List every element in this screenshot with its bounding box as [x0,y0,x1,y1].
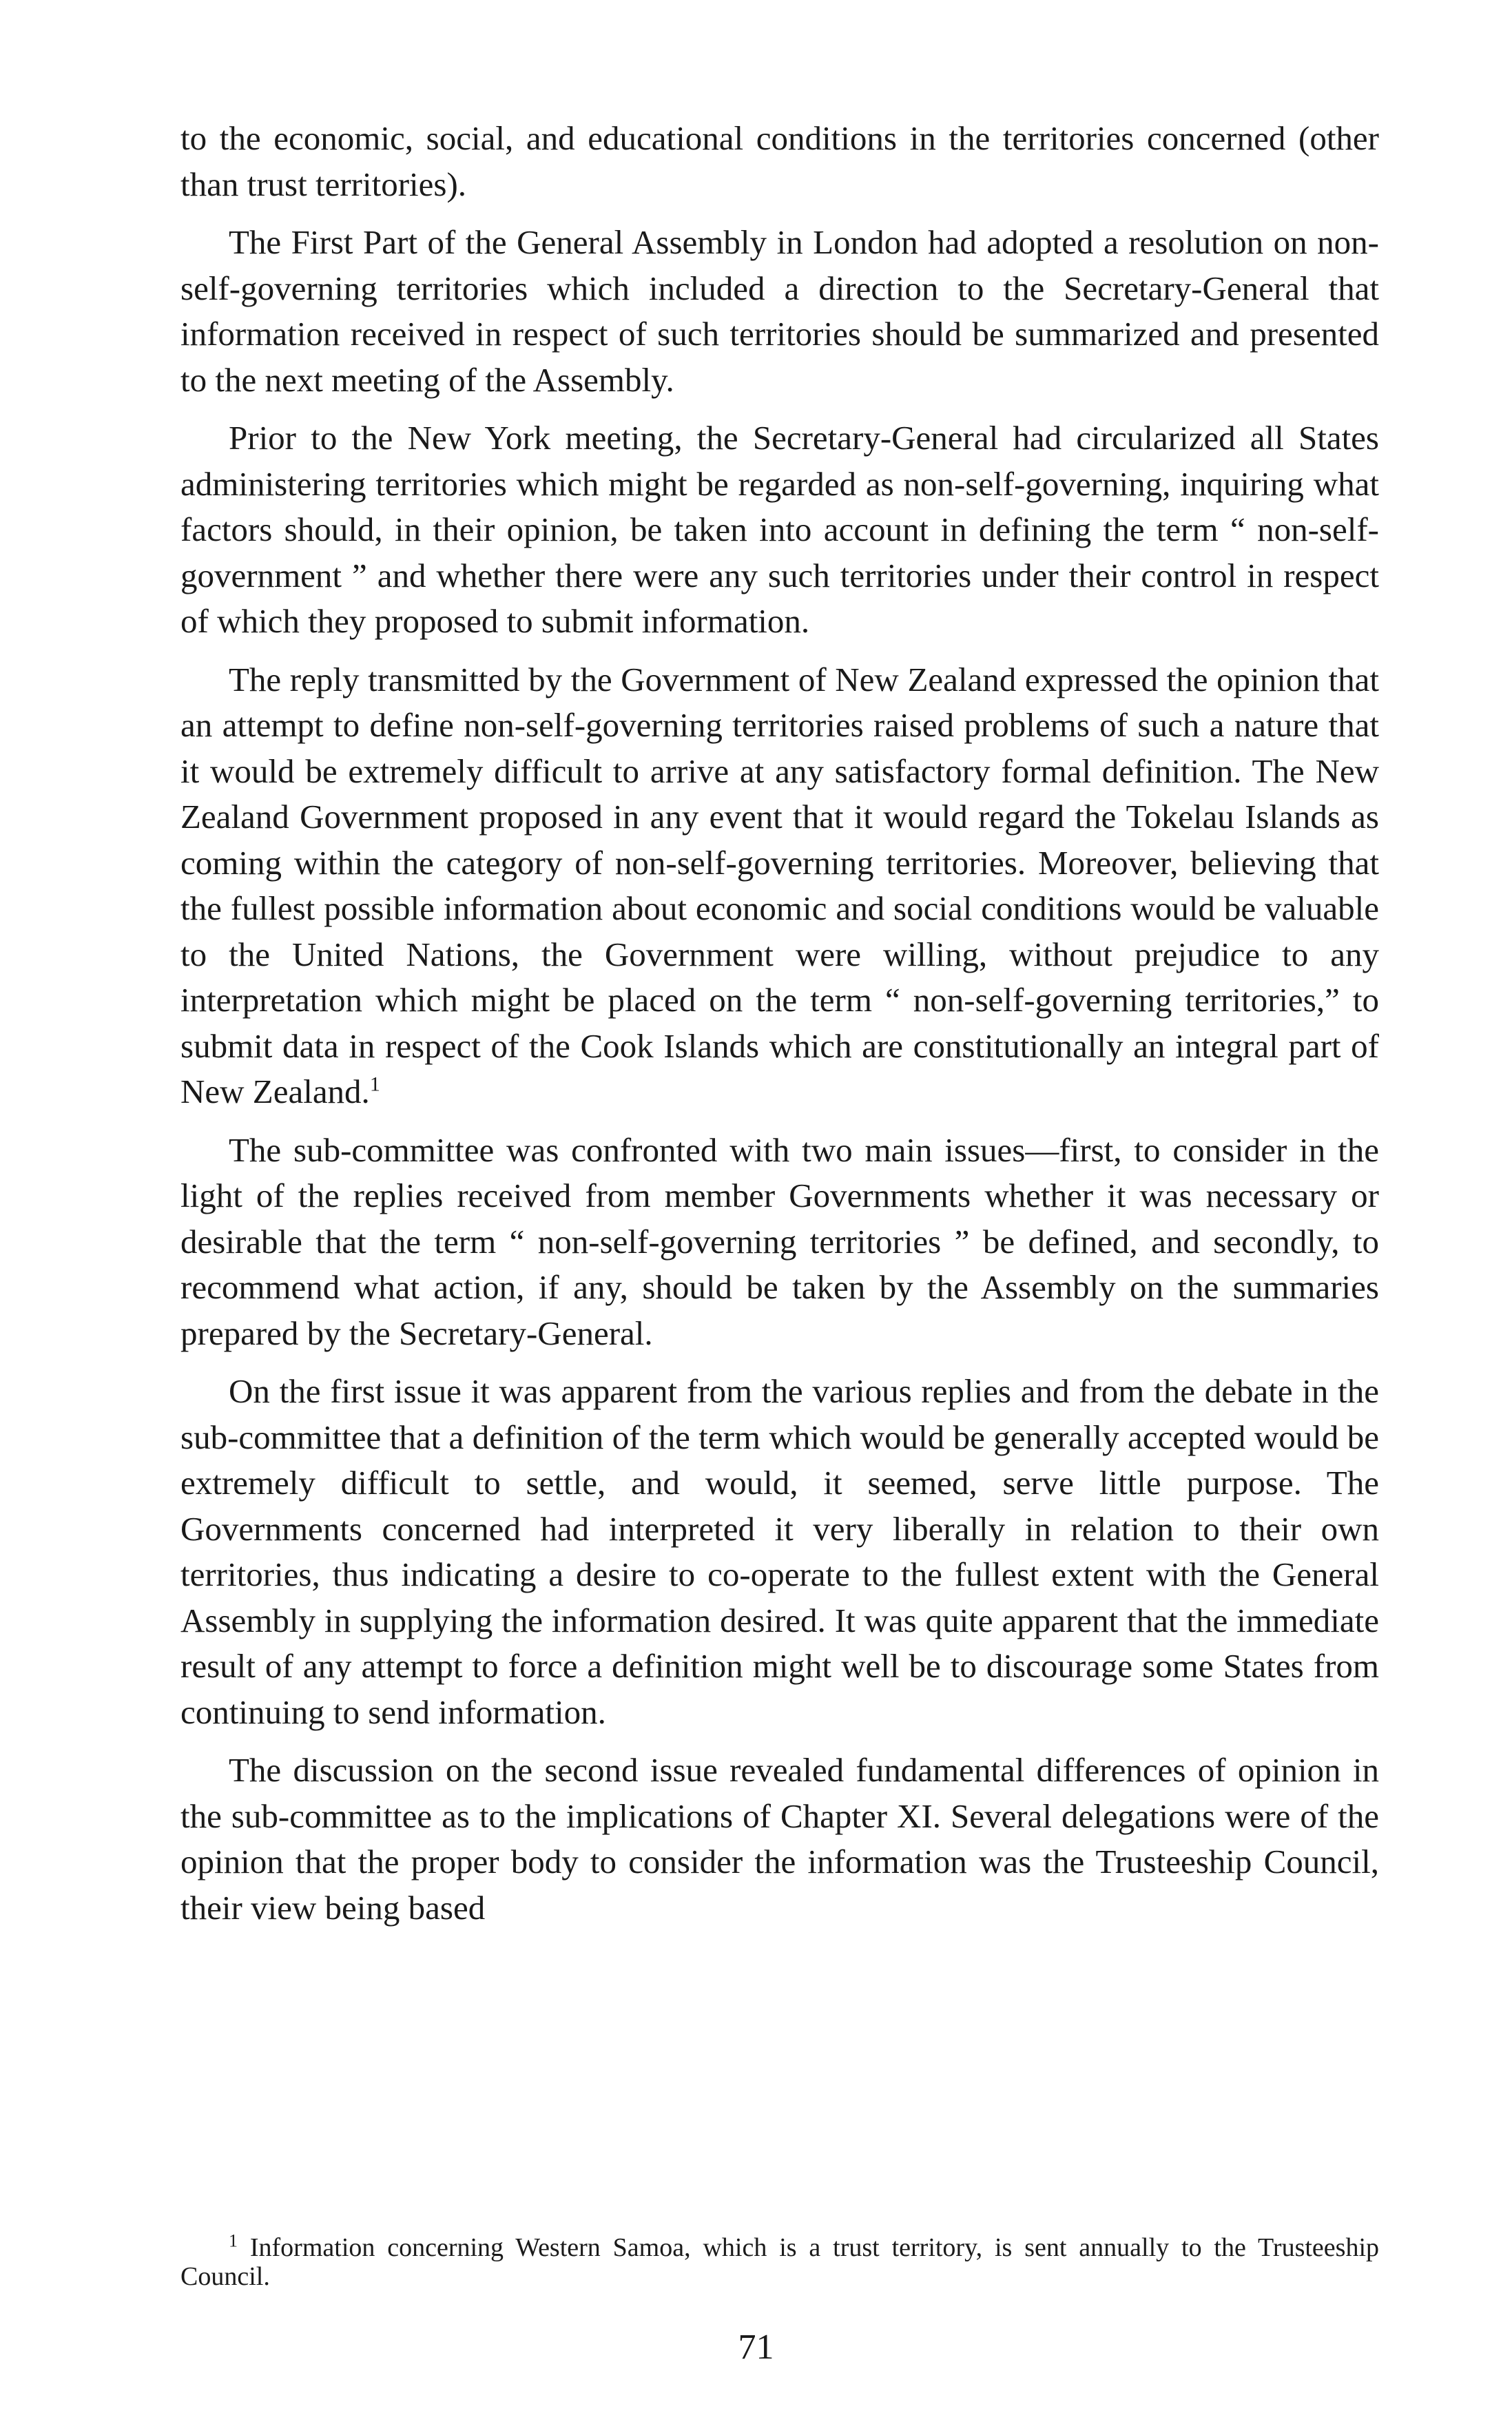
paragraph-1: to the economic, social, and educational conditions in the territories concerned (other than trust territories). [180,119,1379,203]
footnote [180,2230,1379,2291]
paragraph-6: On the first issue it was apparent from the various replies and from the debate in the sub-committee that a definition of the term which would be generally accepted would be extremely difficult to settle, and would, it seemed, serve little purpose. The Governments concerned had interpreted it very liberally in relation to their own territories, thus indicating a desire to co-operate to the fullest extent with the General Assembly in supplying the information desired. It was quite apparent that the immediate result of any attempt to force a definition might well be to discourage some States from continuing to send information. [180,1372,1379,1731]
paragraph-3: Prior to the New York meeting, the Secretary-General had circularized all States administering territories which might be regarded as non-self-governing, inquiring what factors should, in their opinion, be taken into account in defining the term “ non-self-government ” and whether there were any such territories under their control in respect of which they proposed to submit information. [180,419,1379,640]
page-number: 71 [738,2328,774,2367]
footnote-text: Information concerning Western Samoa, which is a trust territory, is sent annually to the Trusteeship Council. [180,2233,1379,2291]
paragraph-4-text: The reply transmitted by the Government of New Zealand expressed the opinion that an attempt to define non-self-governing territories raised problems of such a nature that it would be extremely difficult to arrive at any satisfactory formal definition. The New Zealand Government proposed in any event that it would regard the Tokelau Islands as coming within the category of non-self-governing territories. Moreover, believing that the fullest possible information about economic and social conditions would be valuable to the United Nations, the Government were willing, without prejudice to any interpretation which might be placed on the term “ non-self-governing territories,” to submit data in respect of the Cook Islands which are constitutionally an integral part of New Zealand. [180,660,1379,1110]
footnote-reference: 1 [369,1073,380,1096]
footnote-marker: 1 [229,2230,238,2251]
body-text [180,116,1379,1943]
paragraph-5: The sub-committee was confronted with two main issues—first, to consider in the light of the replies received from member Governments whether it was necessary or desirable that the term “ non-self-governing territories ” be defined, and secondly, to recommend what action, if any, should be taken by the Assembly on the summaries prepared by the Secretary-General. [180,1130,1379,1352]
paragraph-7: The discussion on the second issue revealed fundamental differences of opinion in the sub-committee as to the implications of Chapter XI. Several delegations were of the opinion that the proper body to consider the information was the Trusteeship Council, their view being based [180,1751,1379,1927]
paragraph-2: The First Part of the General Assembly in London had adopted a resolution on non-self-governing territories which included a direction to the Secretary-General that information received in respect of such territories should be summarized and presented to the next meeting of the Assembly. [180,223,1379,399]
paragraph-4 [180,657,1379,1115]
